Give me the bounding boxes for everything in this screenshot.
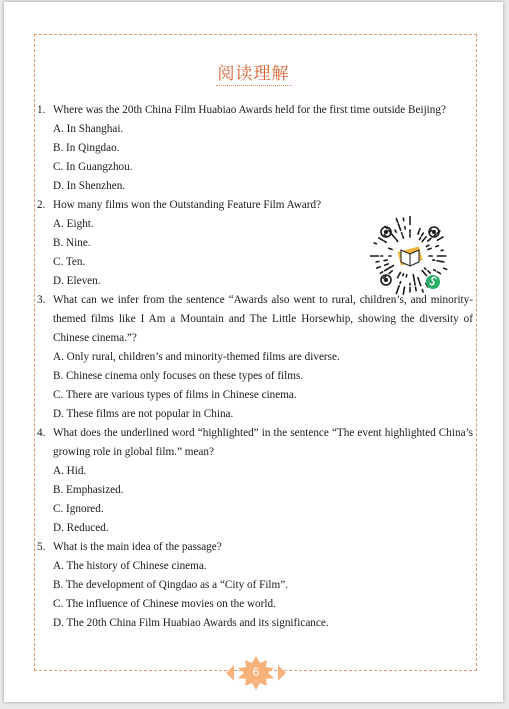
page-number: 6 — [252, 665, 260, 679]
answer-option: B. Chinese cinema only focuses on these types of films. — [53, 370, 304, 382]
question-5 — [37, 538, 473, 557]
answer-option: B. Nine. — [53, 237, 91, 249]
question-number: 3. — [37, 294, 46, 306]
question-list — [37, 101, 473, 633]
answer-option: C. The influence of Chinese movies on the world. — [53, 598, 276, 610]
question-number: 5. — [37, 541, 46, 553]
answer-option: D. The 20th China Film Huabiao Awards and its significance. — [53, 617, 329, 629]
answer-option: A. Eight. — [53, 218, 94, 230]
question-text: What is the main idea of the passage? — [53, 541, 222, 553]
answer-option: C. There are various types of films in Chinese cinema. — [53, 389, 297, 401]
question-text: Where was the 20th China Film Huabiao Awards held for the first time outside Beijing? — [53, 104, 446, 116]
answer-option: D. Eleven. — [53, 275, 101, 287]
wechat-mini-program-icon — [426, 275, 440, 289]
question-number: 1. — [37, 104, 46, 116]
document-page — [4, 2, 503, 702]
answer-option: D. Reduced. — [53, 522, 109, 534]
answer-option: A. Only rural, children’s and minority-themed films are diverse. — [53, 351, 340, 363]
answer-option: C. Ten. — [53, 256, 86, 268]
answer-option: B. Emphasized. — [53, 484, 124, 496]
question-2 — [37, 196, 473, 215]
answer-option: A. In Shanghai. — [53, 123, 124, 135]
answer-option: C. Ignored. — [53, 503, 104, 515]
question-number: 4. — [37, 427, 46, 439]
title-text: 阅读理解 — [216, 64, 292, 86]
answer-option: D. In Shenzhen. — [53, 180, 126, 192]
question-4 — [37, 424, 473, 462]
answer-option: D. These films are not popular in China. — [53, 408, 234, 420]
question-text: What can we infer from the sentence “Awards also went to rural, children’s, and minority-themed films like I Am a Mountain and The Little Horsewhip, showing the diversity of Chinese cinema.”? — [53, 294, 473, 344]
answer-option: C. In Guangzhou. — [53, 161, 133, 173]
answer-option: A. Hid. — [53, 465, 87, 477]
page-title — [4, 59, 503, 84]
question-text: How many films won the Outstanding Feature Film Award? — [53, 199, 322, 211]
question-text: What does the underlined word “highlighted” in the sentence “The event highlighted China’s growing role in global film.” mean? — [53, 427, 473, 458]
answer-option: A. The history of Chinese cinema. — [53, 560, 207, 572]
page-number-badge — [220, 656, 292, 690]
mini-program-qr-code — [370, 216, 450, 296]
answer-option: B. In Qingdao. — [53, 142, 120, 154]
question-number: 2. — [37, 199, 46, 211]
question-1 — [37, 101, 473, 120]
answer-option: B. The development of Qingdao as a “City of Film”. — [53, 579, 288, 591]
question-3 — [37, 291, 473, 348]
